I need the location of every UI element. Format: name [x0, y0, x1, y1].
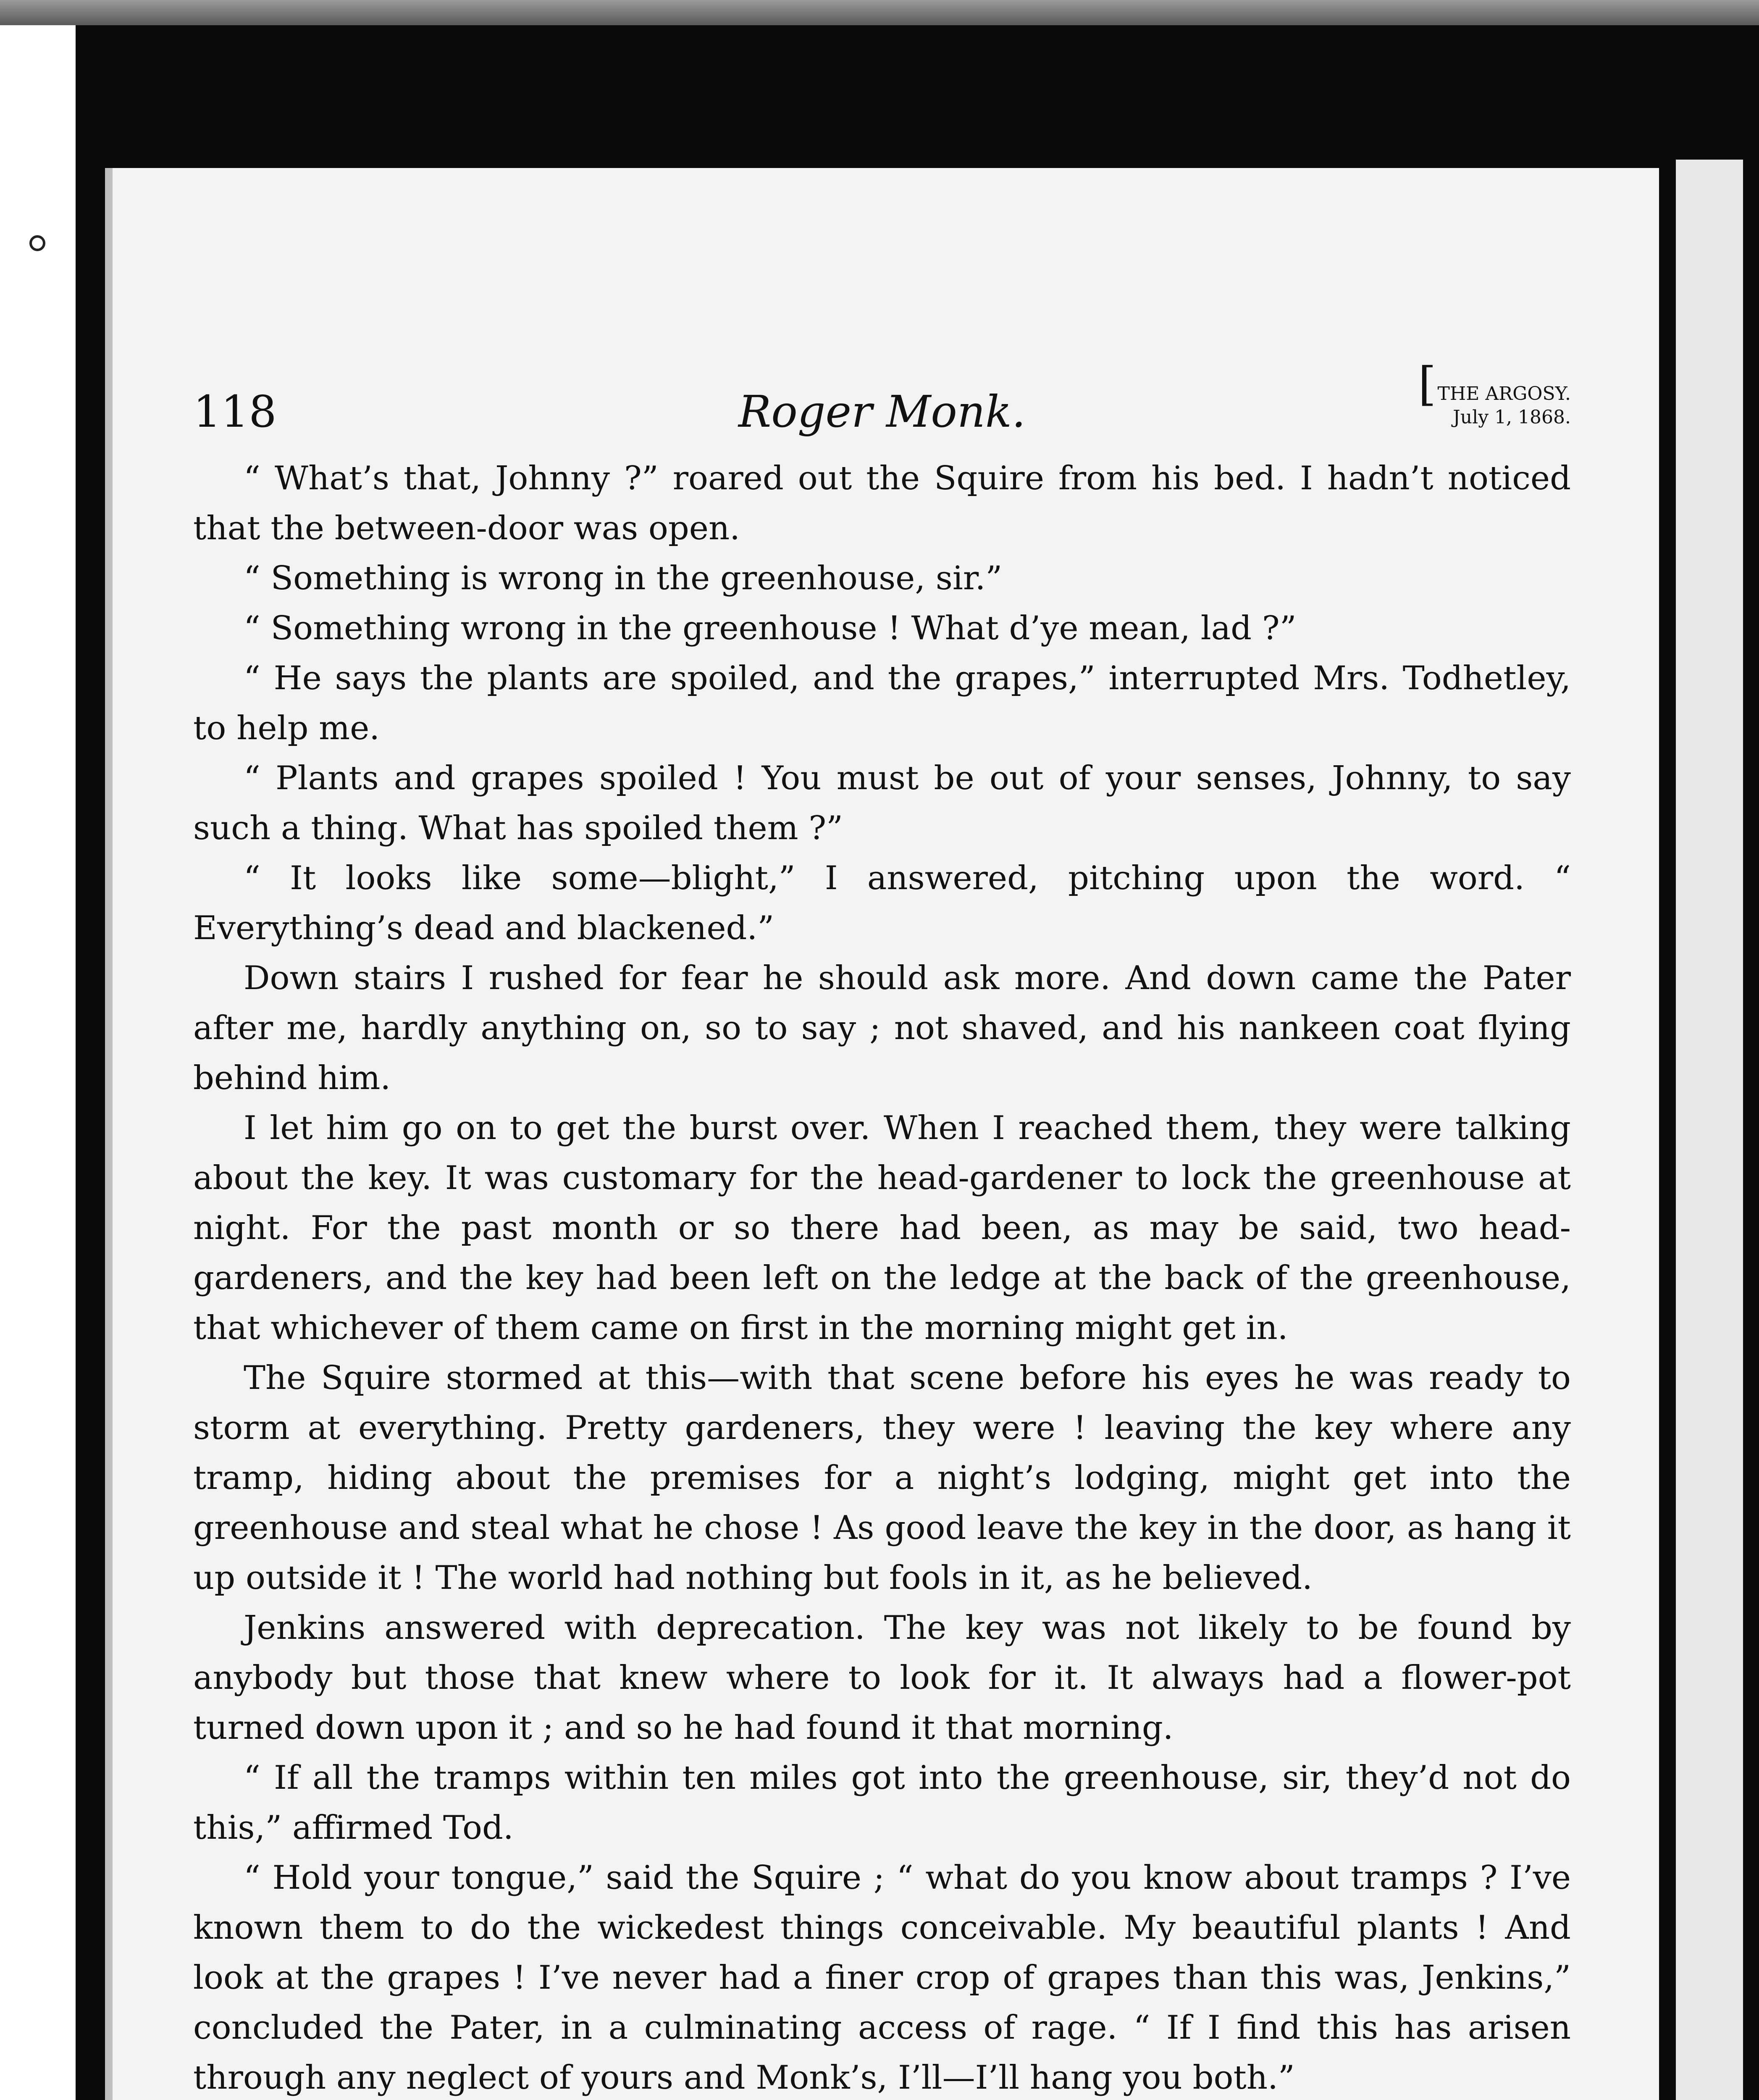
adjacent-page-edge: [1676, 160, 1743, 2100]
paragraph: “ Plants and grapes spoiled ! You must be out of your senses, Johnny, to say such a thing. What has spoiled them ?”: [193, 759, 1571, 847]
body-text: [193, 454, 1571, 2100]
paragraph: The Squire stormed at this—with that scene before his eyes he was ready to storm at everything. Pretty gardeners, they were ! leaving the key where any tramp, hiding about the premises for a night’s lodging, might get into the greenhouse and steal what he chose ! As good leave the key in the door, as hang it up outside it ! The world had nothing but fools in it, as he believed.: [193, 1359, 1571, 1597]
scan-border-left: [0, 25, 76, 2100]
paragraph: “ What’s that, Johnny ?” roared out the Squire from his bed. I hadn’t noticed that the between-door was open.: [193, 459, 1571, 547]
paragraph: “ He says the plants are spoiled, and the grapes,” interrupted Mrs. Todhetley, to help me.: [193, 659, 1571, 747]
paragraph: “ Something is wrong in the greenhouse, sir.”: [244, 559, 1003, 597]
imprint-bracket: [: [1418, 357, 1436, 411]
paragraph: “ It looks like some—blight,” I answered, pitching upon the word. “ Everything’s dead and blackened.”: [193, 859, 1571, 947]
running-title: Roger Monk.: [738, 386, 1026, 437]
journal-name: THE ARGOSY.: [1437, 383, 1571, 404]
paragraph: Jenkins answered with deprecation. The key was not likely to be found by anybody but those that knew where to look for it. It always had a flower-pot turned down upon it ; and so he had found it that morning.: [193, 1609, 1571, 1747]
journal-imprint: [1418, 357, 1571, 429]
page-header: [193, 357, 1571, 445]
paragraph: “ Hold your tongue,” said the Squire ; “ what do you know about tramps ? I’ve known them to do the wickedest things conceivable. My beautiful plants ! And look at the grapes ! I’ve never had a finer crop of grapes than this was, Jenkins,” concluded the Pater, in a culminating access of rage. “ If I find this has arisen through any neglect of yours and Monk’s, I’ll—I’ll hang you both.”: [193, 1859, 1571, 2097]
scan-ring-mark: [29, 235, 45, 251]
scan-border-top: [0, 0, 1759, 25]
paragraph: “ Something wrong in the greenhouse ! What d’ye mean, lad ?”: [244, 609, 1297, 647]
paragraph: “ If all the tramps within ten miles got into the greenhouse, sir, they’d not do this,” affirmed Tod.: [193, 1759, 1571, 1847]
page-number: 118: [193, 386, 277, 437]
paragraph: Down stairs I rushed for fear he should ask more. And down came the Pater after me, hardly anything on, so to say ; not shaved, and his nankeen coat flying behind him.: [193, 959, 1571, 1097]
issue-date: July 1, 1868.: [1453, 407, 1571, 428]
paragraph: I let him go on to get the burst over. When I reached them, they were talking about the key. It was customary for the head-gardener to lock the greenhouse at night. For the past month or so there had been, as may be said, two head-gardeners, and the key had been left on the ledge at the back of the greenhouse, that whichever of them came on first in the morning might get in.: [193, 1109, 1571, 1347]
